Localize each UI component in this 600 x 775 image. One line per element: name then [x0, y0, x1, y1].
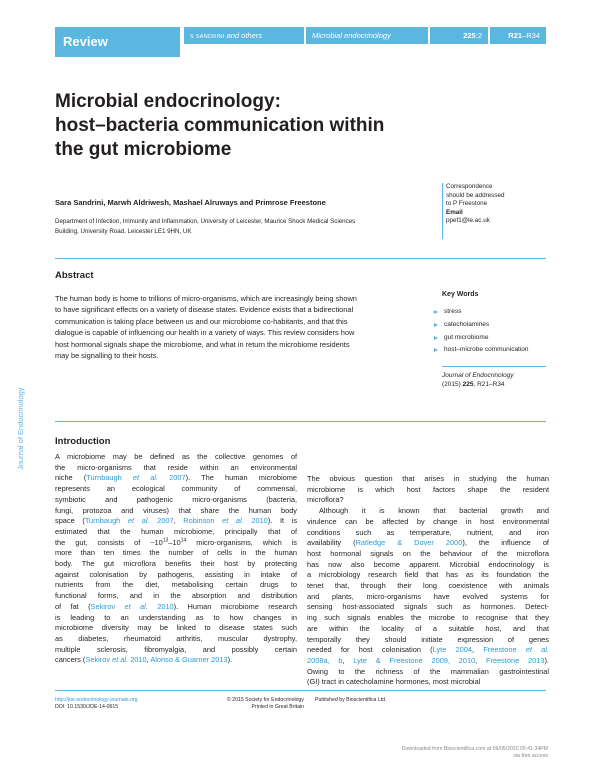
correspondence-line-1: Correspondence	[446, 183, 493, 190]
keyword-text: catecholamines	[444, 320, 490, 328]
download-stamp	[340, 746, 548, 760]
bullet-triangle-icon	[434, 310, 438, 314]
running-authors-initial: S SANDRINI	[190, 34, 225, 40]
body-line: of fat (Sekirov et al. 2010). Human microbiome research	[55, 601, 298, 611]
keywords-heading: Key Words	[442, 291, 479, 298]
body-line: fungi, protozoa and viruses) that share the human body	[55, 505, 297, 515]
email-address[interactable]: ppef1@le.ac.uk	[446, 217, 490, 225]
body-line: virulence can be affected by change in host environmental	[307, 516, 549, 526]
citation-link[interactable]: Lyte & Freestone 2009, 2010	[353, 655, 476, 665]
body-line: (GI) tract in catecholamine hormones, most microbial	[307, 677, 481, 687]
citation-link[interactable]: Turnbaugh et al. 2007	[84, 516, 174, 526]
citation-link[interactable]: 2008a, b	[307, 655, 343, 665]
author-list: Sara Sandrini, Marwh Aldriwesh, Mashael Alruways and Primrose Freestone	[55, 198, 326, 207]
body-line: functional forms, and in the absorption and distribution	[55, 591, 297, 601]
body-line: ing such signals enables the microbe to recognise that they	[307, 613, 549, 623]
body-line: multiple sclerosis, fibromyalgia, and possibly certain	[55, 644, 297, 654]
doi: DOI: 10.1530/JOE-14-0615	[55, 704, 119, 711]
body-line: conditions such as temperature, nutrient, and iron	[307, 527, 549, 537]
body-line: the micro-organisms that reside within an environmental	[55, 462, 297, 472]
article-title	[55, 90, 435, 162]
journal-pages: , R21–R34	[473, 381, 505, 388]
printed-in: Printed in Great Britain	[251, 704, 304, 711]
body-line: niche (Turnbaugh et al. 2007). The human microbiome	[55, 473, 297, 483]
affiliation-line-2: Building, University Road, Leicester LE1 9HN, UK	[55, 227, 192, 235]
body-line: sensing host-associated signals such as hormones. Detect-	[307, 602, 549, 612]
citation-link[interactable]: Ratledge & Dover 2000	[355, 538, 463, 548]
body-line: space (Turnbaugh et al. 2007, Robinson et al. 2010). It is	[55, 516, 298, 526]
keyword-item	[434, 344, 554, 357]
body-line: are within the locality of a suitable host, and that	[307, 623, 549, 633]
body-line: represents an ecological community of commensal,	[55, 484, 297, 494]
footer-left	[55, 697, 195, 711]
keyword-item	[434, 319, 554, 332]
download-stamp-line-1: Downloaded from Bioscientifica.com at 09/05/2020 05:41:34PM	[401, 746, 548, 752]
page-range	[490, 27, 546, 44]
footer-divider	[55, 690, 546, 691]
citation-link[interactable]: Freestone et al.	[483, 645, 549, 655]
body-line: The obvious question that arises in studying the human	[307, 474, 549, 483]
affiliation-line-1: Department of Infection, Immunity and Inflammation, University of Leicester, Maurice Shock Medical Sciences	[55, 218, 356, 225]
body-line: against colonisation by pathogens, assisting in intake of	[55, 569, 297, 579]
abstract-body	[55, 293, 423, 361]
vertical-journal-name: Journal of Endocrinology	[16, 387, 25, 470]
citation-link[interactable]: Robinson et al. 2010	[183, 516, 268, 526]
body-line: temporally they should initiate expression of genes	[307, 634, 549, 644]
body-line: cancers (Sekirov et al. 2010, Alonso & Guarner 2013).	[55, 655, 233, 665]
body-column-right	[307, 474, 549, 688]
citation-link[interactable]: Turnbaugh et al. 2007	[86, 473, 186, 483]
introduction-heading: Introduction	[55, 436, 111, 447]
bullet-triangle-icon	[434, 336, 438, 340]
body-column-left	[55, 452, 297, 666]
body-line: symbiotic and pathogenic micro-organisms (bacteria,	[55, 494, 297, 504]
keyword-text: gut microbiome	[444, 333, 489, 341]
body-line: host hormonal signals on the behaviour of the microflora	[307, 548, 549, 558]
keyword-item	[434, 306, 554, 319]
keywords-list	[434, 306, 554, 357]
abstract-line: The human body is home to trillions of micro-organisms, which are increasingly being shown	[55, 294, 357, 303]
correspondence-box	[442, 183, 546, 239]
citation-link[interactable]: Freestone 2013	[485, 655, 545, 665]
abstract-line: may be signalling to their hosts.	[55, 351, 159, 361]
abstract-line: communication is taking place between us and our microbiome co-habitants, and that this	[55, 316, 348, 326]
body-line: microbiome is which host factors shape the resident	[307, 484, 549, 494]
correspondence-line-3: to P Freestone	[446, 200, 488, 208]
footer-publisher: Published by Bioscientifica Ltd.	[315, 697, 387, 703]
body-line: estimated that the human microbiome, principally that of	[55, 526, 297, 536]
section-label: Review	[55, 27, 180, 57]
body-line: is leading to an understanding as to how changes in	[55, 612, 297, 622]
journal-name: Journal of Endocrinology	[442, 372, 514, 379]
citation-link[interactable]: Lyte 2004	[432, 645, 472, 655]
superscript: 13	[162, 537, 169, 544]
body-line: has now also become apparent. Microbial endocrinology is	[307, 559, 549, 569]
abstract-line: dialogue is capable of influencing our health in a variety of ways. This review considers how	[55, 328, 355, 338]
keyword-text: host–microbe communication	[444, 346, 529, 354]
body-line: microbiome diversity may be linked to disease states such	[55, 623, 297, 633]
body-line: and plants, micro-organisms have evolved systems for	[307, 591, 549, 601]
journal-volume: 225	[462, 381, 474, 388]
body-line: Although it is known that bacterial growth and	[319, 506, 549, 516]
correspondence-line-2: should be addressed	[446, 191, 505, 199]
page-end: –R34	[522, 31, 540, 40]
abstract-line: host hormonal signals shape the microbiome, and what in return the microbiome residents	[55, 339, 350, 349]
journal-reference	[442, 366, 546, 389]
title-line-2: host–bacteria communication within	[55, 115, 385, 136]
journal-citation	[442, 380, 546, 389]
volume: 225	[463, 31, 476, 40]
abstract-line: to have significant effects on a variety of disease states. Evidence exists that a bidirectional	[55, 305, 354, 315]
journal-year: (2015)	[442, 381, 461, 388]
running-authors	[184, 27, 304, 44]
keyword-item	[434, 332, 554, 345]
journal-url[interactable]: http://joe.endocrinology-journals.org	[55, 697, 138, 703]
body-line: nutrients from the diet, metabolising certain drugs to	[55, 580, 297, 590]
body-line: Owing to the richness of the mammalian gastrointestinal	[307, 666, 549, 676]
body-line: needed for host colonisation (Lyte 2004, Freestone et al.	[307, 645, 549, 655]
body-line: more than ten times the number of cells in the human	[55, 548, 297, 558]
affiliation	[55, 217, 425, 236]
body-line: 2008a, b, Lyte & Freestone 2009, 2010, Freestone 2013).	[307, 655, 549, 665]
download-stamp-line-2: via free access	[513, 753, 548, 759]
email-label: Email	[446, 208, 463, 216]
title-line-3: the gut microbiome	[55, 139, 232, 160]
body-line: A microbiome may be defined as the collective genomes of	[55, 452, 297, 461]
body-line: microflora?	[307, 495, 344, 505]
copyright: © 2015 Society for Endocrinology	[226, 697, 304, 703]
issue: :2	[475, 31, 482, 40]
abstract-heading: Abstract	[55, 270, 94, 281]
body-line: the gut, consists of $\sim 10^{13}-10^{14}$ micro-organisms, which is	[55, 537, 297, 547]
divider	[55, 421, 546, 422]
bullet-triangle-icon	[434, 348, 438, 352]
title-line-1: Microbial endocrinology:	[55, 91, 281, 112]
keyword-text: stress	[444, 308, 462, 315]
body-line: body. The gut microflora benefits their host by protecting	[55, 559, 297, 569]
body-line: as diabetes, rheumatoid arthritis, muscular dystrophy,	[55, 633, 297, 643]
bullet-triangle-icon	[434, 323, 438, 327]
citation-link[interactable]: Alonso & Guarner 2013	[150, 655, 228, 665]
body-line: availability (Ratledge & Dover 2000), the influence of	[307, 538, 549, 548]
body-line: a microbiology research field that has as its foundation the	[307, 570, 549, 580]
citation-link[interactable]: Sekirov et al. 2010	[90, 601, 174, 611]
running-topic: Microbial endocrinology	[306, 27, 428, 44]
body-line: tenet that, through their long coexistence with animals	[307, 581, 549, 591]
footer-center	[196, 697, 304, 711]
citation-link[interactable]: Sekirov et al. 2010	[85, 655, 147, 665]
divider	[55, 258, 546, 259]
page-start: R21	[508, 31, 523, 40]
superscript: 14	[180, 537, 187, 544]
running-authors-rest: and others	[224, 31, 263, 40]
volume-issue	[430, 27, 488, 44]
